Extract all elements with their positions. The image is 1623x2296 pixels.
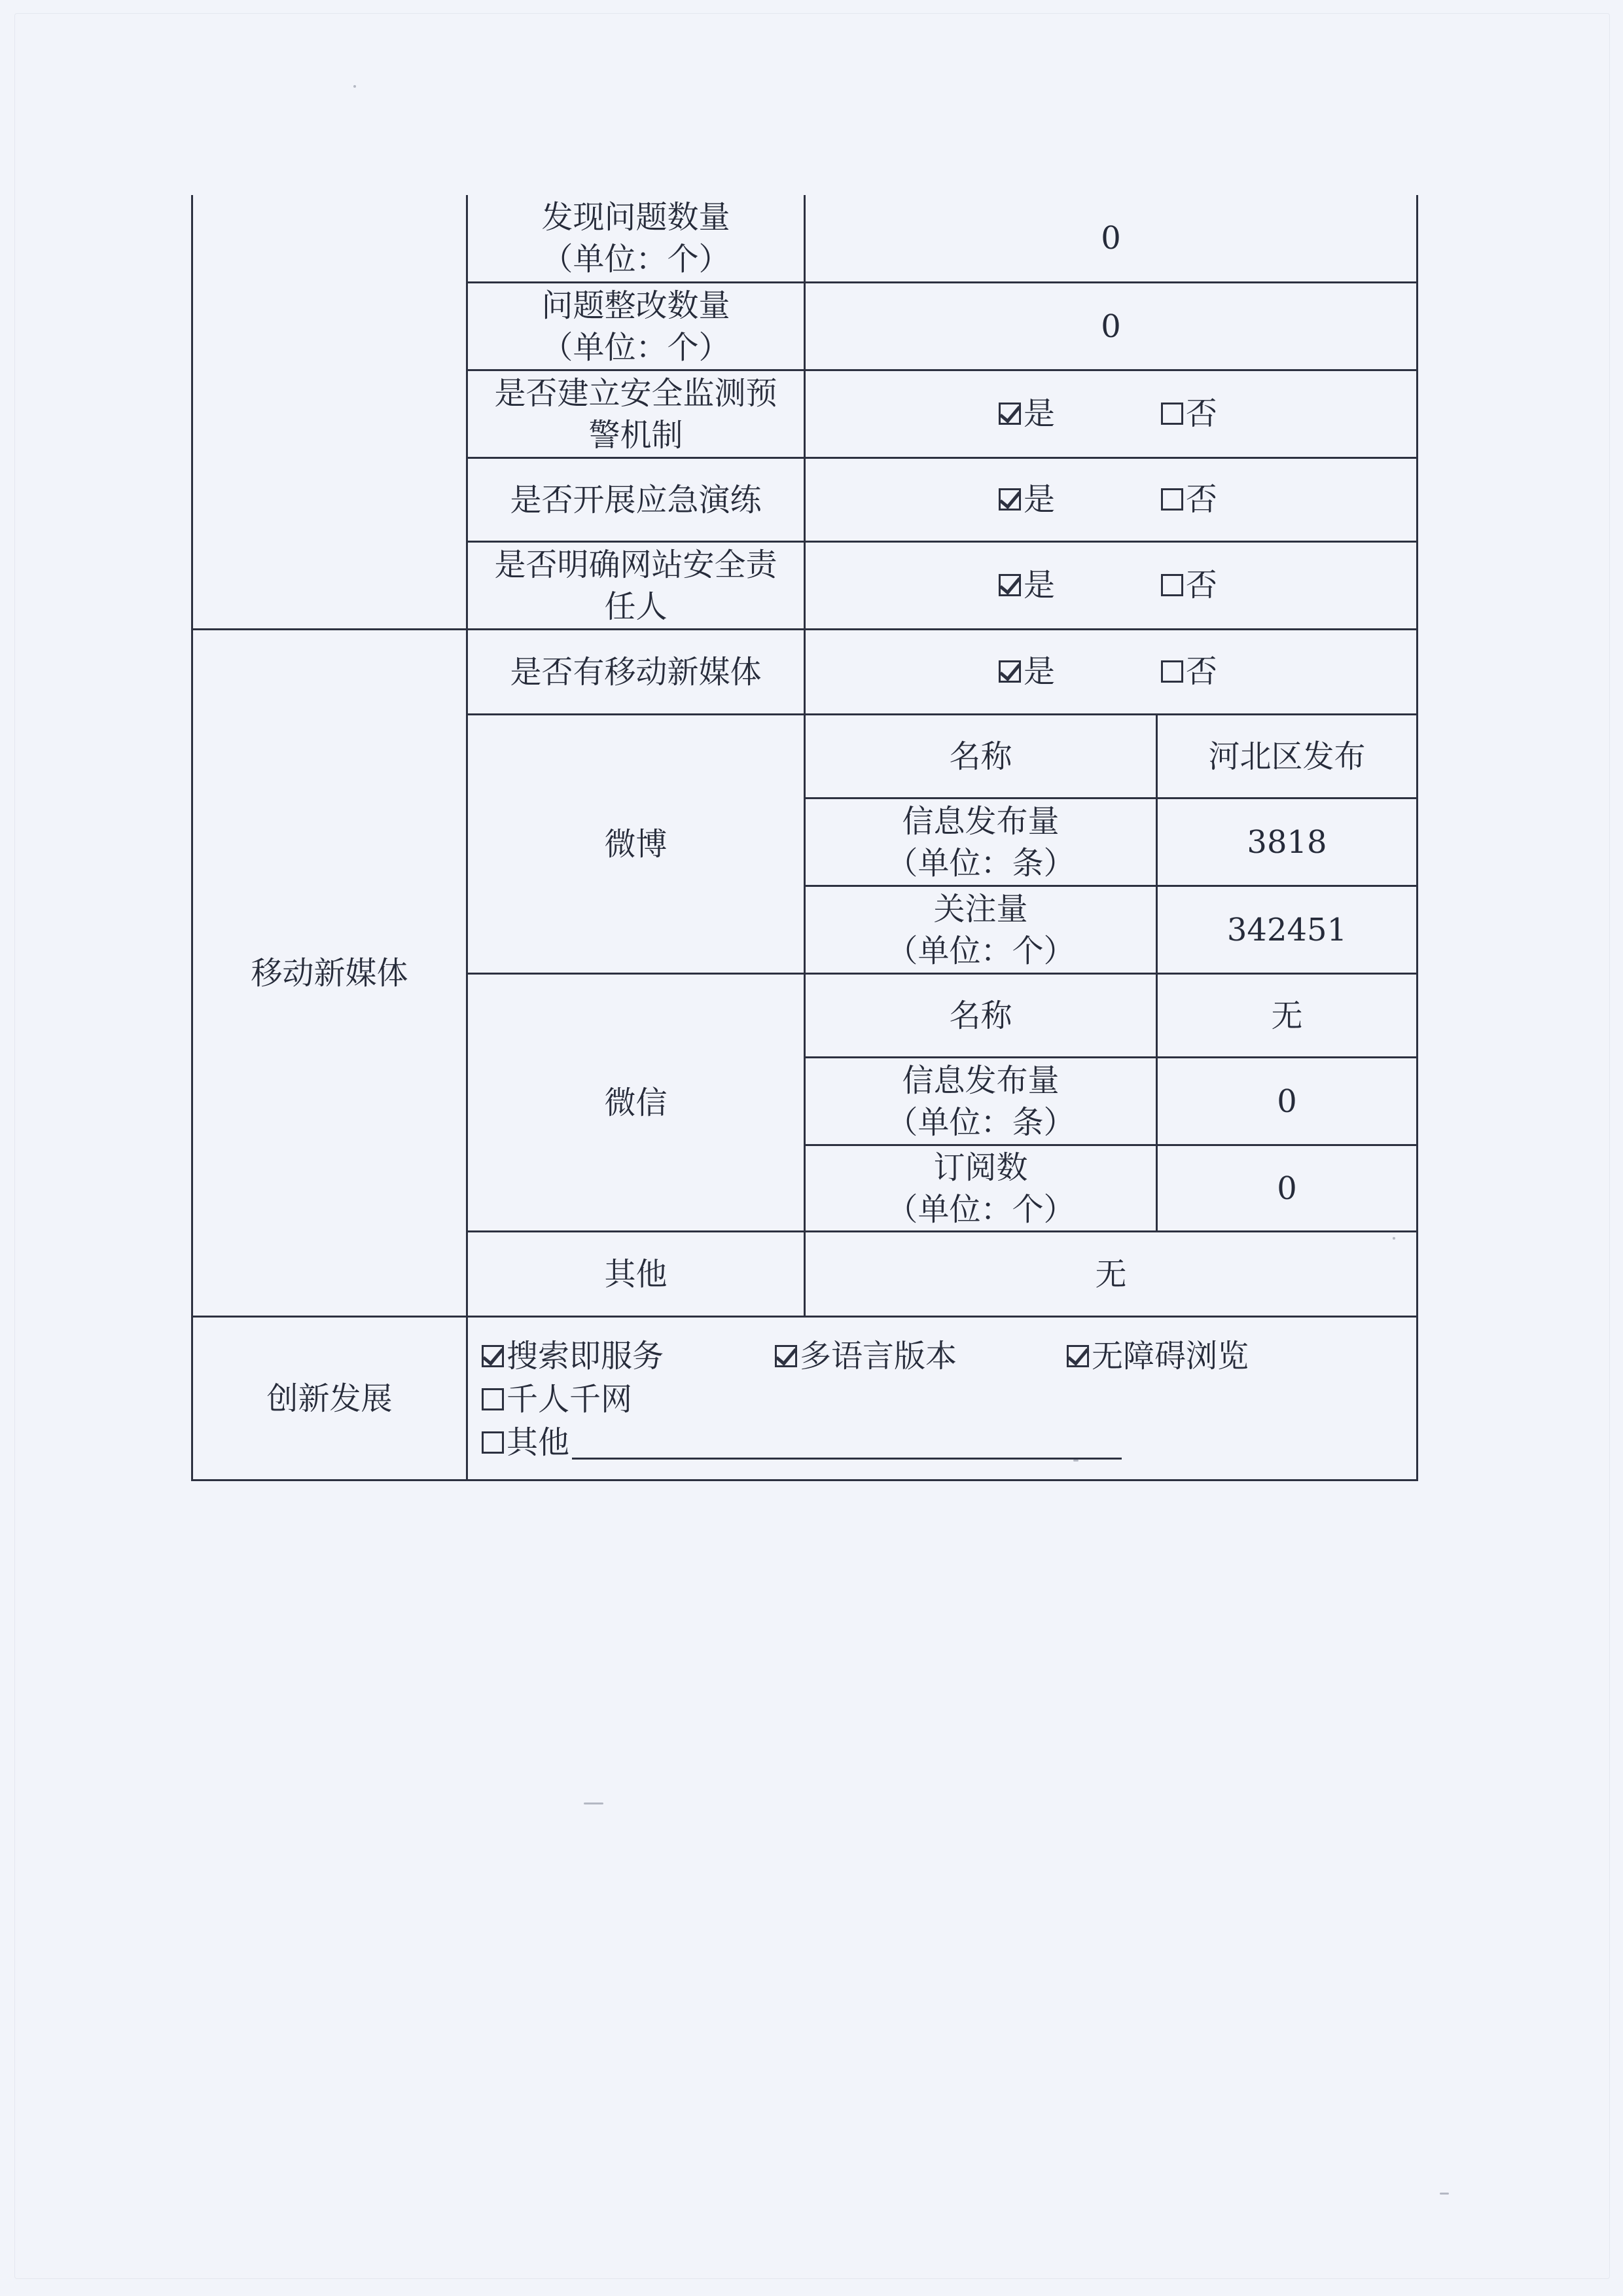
option-accessibility[interactable]: 无障碍浏览 [1067, 1335, 1249, 1377]
scan-speck [1393, 1237, 1395, 1240]
wechat-posts-value: 0 [1277, 1083, 1297, 1120]
weibo-followers-value: 342451 [1226, 911, 1347, 948]
drill-no-option[interactable]: 否 [1161, 478, 1217, 520]
weibo-posts-label: 信息发布量 （单位：条） [886, 802, 1075, 882]
rule [191, 1479, 1418, 1481]
checked-box-icon[interactable] [999, 488, 1021, 511]
fixed-issues-value: 0 [1101, 308, 1121, 345]
innovation-section-label: 创新发展 [266, 1380, 393, 1417]
has-media-no-option[interactable]: 否 [1161, 651, 1217, 692]
other-media-label: 其他 [604, 1255, 668, 1293]
found-issues-value: 0 [1101, 220, 1121, 257]
has-mobile-media-label: 是否有移动新媒体 [510, 653, 762, 691]
wechat-subscribers-value: 0 [1277, 1170, 1297, 1207]
option-personalized[interactable]: 千人千网 [482, 1378, 632, 1420]
checked-box-icon[interactable] [999, 403, 1021, 425]
checked-box-icon[interactable] [999, 660, 1021, 683]
weibo-label: 微博 [604, 825, 668, 863]
fixed-issues-label: 问题整改数量 （单位：个） [541, 287, 730, 366]
weibo-name-value: 河北区发布 [1208, 738, 1366, 775]
emergency-drill-label: 是否开展应急演练 [510, 481, 762, 518]
checked-box-icon[interactable] [999, 574, 1021, 596]
wechat-subscribers-label: 订阅数 （单位：个） [886, 1149, 1075, 1228]
rule [1416, 195, 1418, 1481]
scan-speck [353, 85, 356, 88]
wechat-label: 微信 [604, 1084, 668, 1121]
checkbox-icon[interactable] [482, 1388, 504, 1410]
scan-speck [1440, 2193, 1449, 2195]
checkbox-icon[interactable] [1161, 574, 1183, 596]
responsible-yes-option[interactable]: 是 [999, 564, 1055, 606]
weibo-posts-value: 3818 [1247, 823, 1327, 861]
wechat-posts-label: 信息发布量 （单位：条） [886, 1062, 1075, 1141]
option-multilingual[interactable]: 多语言版本 [775, 1335, 957, 1377]
wechat-name-value: 无 [1271, 997, 1303, 1034]
checked-box-icon[interactable] [482, 1345, 504, 1367]
scan-speck [1073, 1460, 1079, 1462]
checkbox-icon[interactable] [1161, 488, 1183, 511]
wechat-name-label: 名称 [949, 997, 1012, 1034]
checked-box-icon[interactable] [1067, 1345, 1089, 1367]
responsible-person-label: 是否明确网站安全责 任人 [494, 546, 777, 625]
monitoring-mechanism-label: 是否建立安全监测预 警机制 [494, 374, 777, 454]
found-issues-label: 发现问题数量 （单位：个） [541, 199, 730, 278]
option-search-as-service[interactable]: 搜索即服务 [482, 1335, 664, 1377]
weibo-name-label: 名称 [949, 738, 1012, 775]
checked-box-icon[interactable] [775, 1345, 797, 1367]
monitoring-yes-option[interactable]: 是 [999, 393, 1055, 435]
checkbox-icon[interactable] [482, 1431, 504, 1454]
weibo-followers-label: 关注量 （单位：个） [886, 890, 1075, 969]
scan-speck [584, 1803, 603, 1804]
other-media-value: 无 [1095, 1255, 1127, 1293]
checkbox-icon[interactable] [1161, 660, 1183, 683]
checkbox-icon[interactable] [1161, 403, 1183, 425]
option-other[interactable]: 其他 [482, 1422, 1122, 1463]
monitoring-no-option[interactable]: 否 [1161, 393, 1217, 435]
other-fill-line[interactable] [572, 1426, 1122, 1460]
responsible-no-option[interactable]: 否 [1161, 564, 1217, 606]
drill-yes-option[interactable]: 是 [999, 478, 1055, 520]
has-media-yes-option[interactable]: 是 [999, 651, 1055, 692]
mobile-media-section-label: 移动新媒体 [251, 954, 408, 992]
